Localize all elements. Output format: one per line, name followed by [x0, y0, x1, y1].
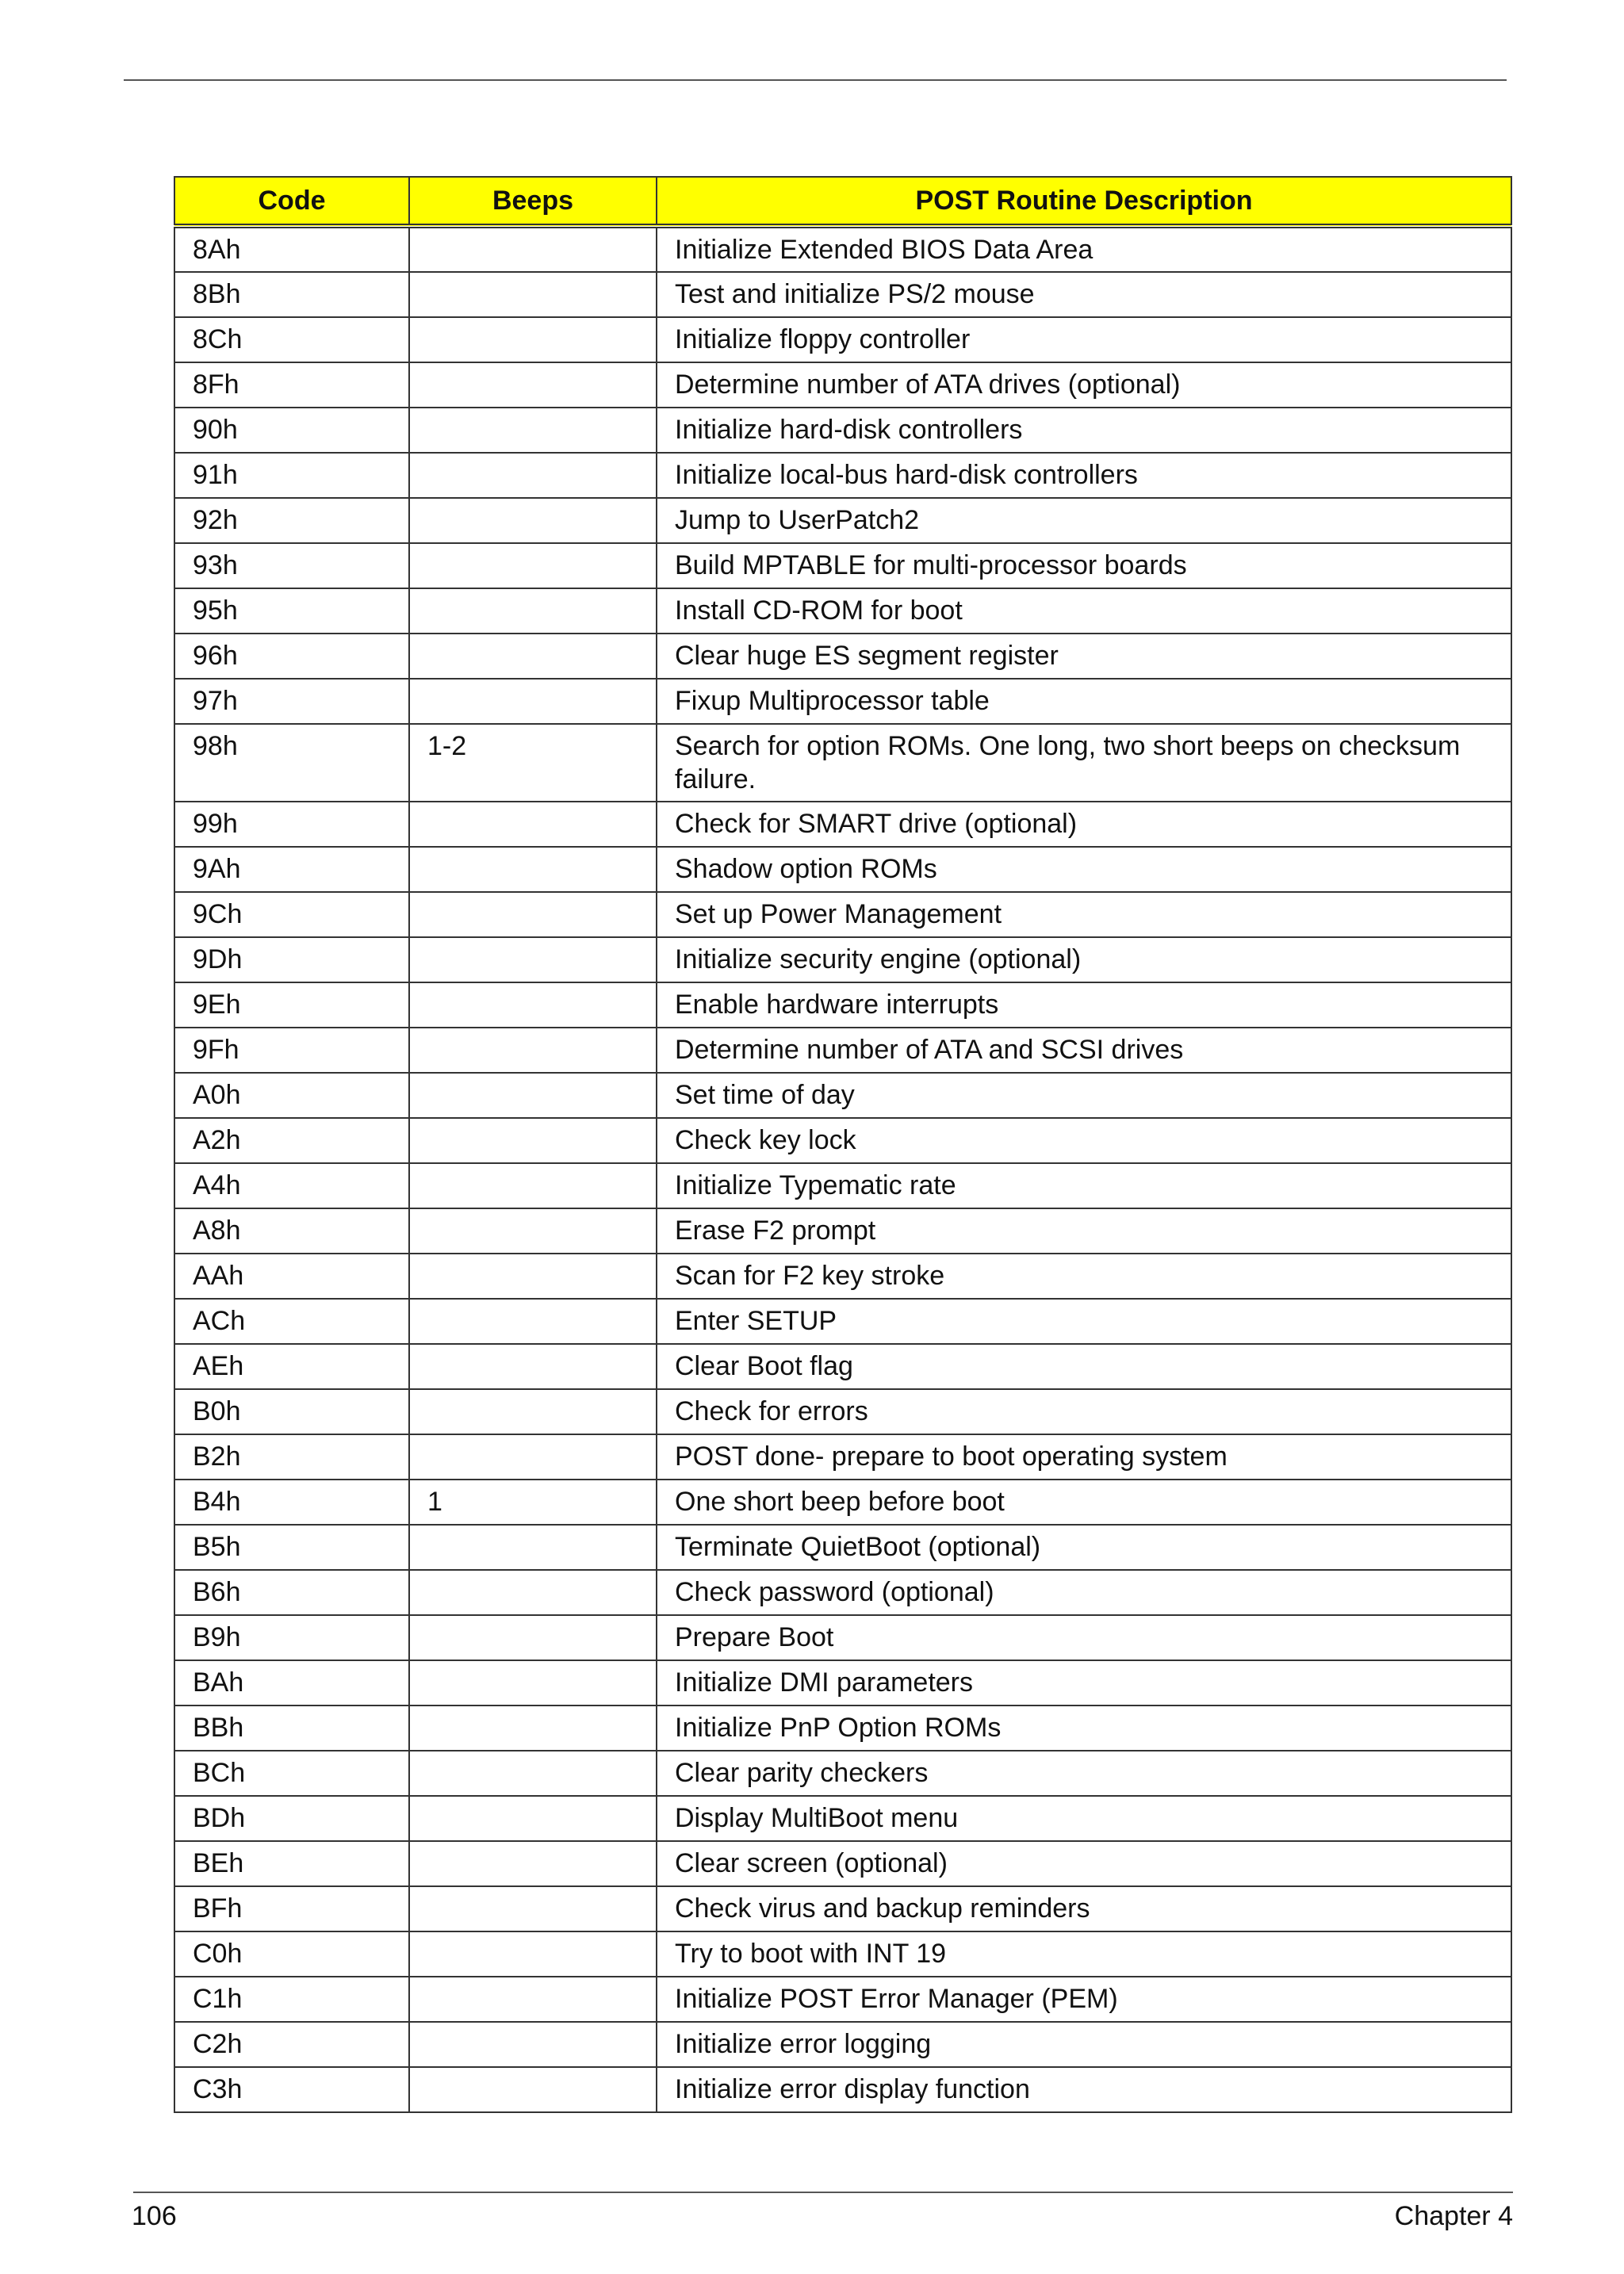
- description-cell: Prepare Boot: [657, 1615, 1511, 1660]
- beeps-cell: [409, 1254, 657, 1299]
- code-cell: ACh: [174, 1299, 409, 1344]
- description-cell: POST done- prepare to boot operating system: [657, 1434, 1511, 1480]
- beeps-cell: [409, 1751, 657, 1796]
- beeps-cell: [409, 1299, 657, 1344]
- code-cell: 91h: [174, 453, 409, 498]
- description-cell: Clear parity checkers: [657, 1751, 1511, 1796]
- description-cell: Check key lock: [657, 1118, 1511, 1163]
- code-cell: BFh: [174, 1886, 409, 1931]
- table-row: [174, 317, 1511, 362]
- code-cell: 90h: [174, 408, 409, 453]
- code-cell: B9h: [174, 1615, 409, 1660]
- beeps-cell: [409, 1344, 657, 1389]
- table-row: [174, 892, 1511, 937]
- beeps-cell: [409, 802, 657, 847]
- code-cell: A2h: [174, 1118, 409, 1163]
- description-cell: Try to boot with INT 19: [657, 1931, 1511, 1977]
- table-row: [174, 1208, 1511, 1254]
- code-cell: 9Fh: [174, 1028, 409, 1073]
- code-cell: A8h: [174, 1208, 409, 1254]
- code-cell: 9Ah: [174, 847, 409, 892]
- table-row: [174, 847, 1511, 892]
- table-row: [174, 543, 1511, 588]
- description-cell: Enter SETUP: [657, 1299, 1511, 1344]
- description-cell: Initialize Typematic rate: [657, 1163, 1511, 1208]
- beeps-cell: 1-2: [409, 724, 657, 802]
- beeps-cell: [409, 1028, 657, 1073]
- description-cell: Search for option ROMs. One long, two short beeps on checksum failure.: [657, 724, 1511, 802]
- description-cell: Set time of day: [657, 1073, 1511, 1118]
- table-row: [174, 1480, 1511, 1525]
- description-cell: Initialize security engine (optional): [657, 937, 1511, 982]
- table-row: [174, 1977, 1511, 2022]
- beeps-cell: [409, 1841, 657, 1886]
- page-number: 106: [132, 2201, 177, 2231]
- header-beeps: Beeps: [409, 177, 657, 226]
- code-cell: BAh: [174, 1660, 409, 1706]
- code-cell: BCh: [174, 1751, 409, 1796]
- table-row: [174, 1931, 1511, 1977]
- description-cell: Initialize floppy controller: [657, 317, 1511, 362]
- description-cell: Display MultiBoot menu: [657, 1796, 1511, 1841]
- code-cell: 9Dh: [174, 937, 409, 982]
- description-cell: Initialize DMI parameters: [657, 1660, 1511, 1706]
- code-cell: 97h: [174, 679, 409, 724]
- code-cell: 9Eh: [174, 982, 409, 1028]
- code-cell: 8Fh: [174, 362, 409, 408]
- beeps-cell: [409, 1389, 657, 1434]
- description-cell: Initialize local-bus hard-disk controllers: [657, 453, 1511, 498]
- table-row: [174, 2022, 1511, 2067]
- code-cell: A0h: [174, 1073, 409, 1118]
- table-row: [174, 498, 1511, 543]
- table-row: [174, 1118, 1511, 1163]
- table-row: [174, 226, 1511, 272]
- beeps-cell: [409, 634, 657, 679]
- description-cell: Clear huge ES segment register: [657, 634, 1511, 679]
- table-row: [174, 1254, 1511, 1299]
- code-cell: C1h: [174, 1977, 409, 2022]
- beeps-cell: [409, 892, 657, 937]
- table-row: [174, 1751, 1511, 1796]
- code-cell: B4h: [174, 1480, 409, 1525]
- beeps-cell: [409, 1118, 657, 1163]
- description-cell: Clear screen (optional): [657, 1841, 1511, 1886]
- description-cell: Determine number of ATA and SCSI drives: [657, 1028, 1511, 1073]
- code-cell: BEh: [174, 1841, 409, 1886]
- description-cell: Check for SMART drive (optional): [657, 802, 1511, 847]
- description-cell: One short beep before boot: [657, 1480, 1511, 1525]
- table-row: [174, 588, 1511, 634]
- table-row: [174, 1706, 1511, 1751]
- table-row: [174, 362, 1511, 408]
- table-row: [174, 408, 1511, 453]
- table-row: [174, 1163, 1511, 1208]
- table-row: [174, 724, 1511, 802]
- table-body: [174, 226, 1511, 2112]
- code-cell: A4h: [174, 1163, 409, 1208]
- description-cell: Jump to UserPatch2: [657, 498, 1511, 543]
- description-cell: Determine number of ATA drives (optional): [657, 362, 1511, 408]
- description-cell: Initialize error logging: [657, 2022, 1511, 2067]
- table-row: [174, 1344, 1511, 1389]
- beeps-cell: [409, 937, 657, 982]
- beeps-cell: [409, 1570, 657, 1615]
- table-row: [174, 1525, 1511, 1570]
- beeps-cell: [409, 317, 657, 362]
- description-cell: Build MPTABLE for multi-processor boards: [657, 543, 1511, 588]
- beeps-cell: [409, 2022, 657, 2067]
- code-cell: B0h: [174, 1389, 409, 1434]
- beeps-cell: [409, 2067, 657, 2112]
- code-cell: 8Ah: [174, 226, 409, 272]
- code-cell: C3h: [174, 2067, 409, 2112]
- code-cell: 9Ch: [174, 892, 409, 937]
- header-rule: [124, 79, 1507, 81]
- beeps-cell: [409, 543, 657, 588]
- code-cell: 99h: [174, 802, 409, 847]
- code-cell: B6h: [174, 1570, 409, 1615]
- code-cell: 98h: [174, 724, 409, 802]
- description-cell: Terminate QuietBoot (optional): [657, 1525, 1511, 1570]
- beeps-cell: [409, 847, 657, 892]
- description-cell: Initialize hard-disk controllers: [657, 408, 1511, 453]
- beeps-cell: [409, 362, 657, 408]
- code-cell: BBh: [174, 1706, 409, 1751]
- code-cell: BDh: [174, 1796, 409, 1841]
- table-row: [174, 1886, 1511, 1931]
- beeps-cell: [409, 982, 657, 1028]
- header-code: Code: [174, 177, 409, 226]
- description-cell: Install CD-ROM for boot: [657, 588, 1511, 634]
- description-cell: Initialize POST Error Manager (PEM): [657, 1977, 1511, 2022]
- description-cell: Test and initialize PS/2 mouse: [657, 272, 1511, 317]
- beeps-cell: [409, 1615, 657, 1660]
- beeps-cell: [409, 453, 657, 498]
- code-cell: 96h: [174, 634, 409, 679]
- code-cell: 93h: [174, 543, 409, 588]
- code-cell: B5h: [174, 1525, 409, 1570]
- code-cell: 8Ch: [174, 317, 409, 362]
- beeps-cell: [409, 408, 657, 453]
- beeps-cell: [409, 1706, 657, 1751]
- table-row: [174, 1434, 1511, 1480]
- code-cell: 92h: [174, 498, 409, 543]
- beeps-cell: [409, 1660, 657, 1706]
- description-cell: Fixup Multiprocessor table: [657, 679, 1511, 724]
- table-row: [174, 1299, 1511, 1344]
- description-cell: Shadow option ROMs: [657, 847, 1511, 892]
- table-row: [174, 679, 1511, 724]
- code-cell: B2h: [174, 1434, 409, 1480]
- table-row: [174, 1028, 1511, 1073]
- chapter-label: Chapter 4: [1394, 2201, 1513, 2231]
- table-row: [174, 1570, 1511, 1615]
- description-cell: Initialize error display function: [657, 2067, 1511, 2112]
- beeps-cell: [409, 1796, 657, 1841]
- table-row: [174, 937, 1511, 982]
- description-cell: Check password (optional): [657, 1570, 1511, 1615]
- code-cell: C2h: [174, 2022, 409, 2067]
- code-cell: AEh: [174, 1344, 409, 1389]
- code-cell: AAh: [174, 1254, 409, 1299]
- beeps-cell: [409, 1977, 657, 2022]
- beeps-cell: [409, 1163, 657, 1208]
- footer-rule: [133, 2192, 1513, 2193]
- description-cell: Enable hardware interrupts: [657, 982, 1511, 1028]
- table-row: [174, 453, 1511, 498]
- table-row: [174, 802, 1511, 847]
- code-cell: C0h: [174, 1931, 409, 1977]
- table-row: [174, 634, 1511, 679]
- table-row: [174, 1073, 1511, 1118]
- beeps-cell: [409, 1208, 657, 1254]
- beeps-cell: [409, 498, 657, 543]
- beeps-cell: [409, 1434, 657, 1480]
- description-cell: Check virus and backup reminders: [657, 1886, 1511, 1931]
- post-code-table: [174, 176, 1512, 2113]
- table-row: [174, 1660, 1511, 1706]
- beeps-cell: [409, 679, 657, 724]
- description-cell: Initialize Extended BIOS Data Area: [657, 226, 1511, 272]
- table-row: [174, 982, 1511, 1028]
- code-cell: 95h: [174, 588, 409, 634]
- table-row: [174, 1389, 1511, 1434]
- description-cell: Clear Boot flag: [657, 1344, 1511, 1389]
- description-cell: Check for errors: [657, 1389, 1511, 1434]
- description-cell: Scan for F2 key stroke: [657, 1254, 1511, 1299]
- table-row: [174, 272, 1511, 317]
- beeps-cell: [409, 588, 657, 634]
- description-cell: Initialize PnP Option ROMs: [657, 1706, 1511, 1751]
- beeps-cell: [409, 1931, 657, 1977]
- beeps-cell: [409, 226, 657, 272]
- table-row: [174, 1841, 1511, 1886]
- table-header-row: [174, 177, 1511, 226]
- table-row: [174, 1615, 1511, 1660]
- description-cell: Set up Power Management: [657, 892, 1511, 937]
- header-description: POST Routine Description: [657, 177, 1511, 226]
- beeps-cell: [409, 1886, 657, 1931]
- table-row: [174, 1796, 1511, 1841]
- table-row: [174, 2067, 1511, 2112]
- beeps-cell: 1: [409, 1480, 657, 1525]
- beeps-cell: [409, 1525, 657, 1570]
- description-cell: Erase F2 prompt: [657, 1208, 1511, 1254]
- code-cell: 8Bh: [174, 272, 409, 317]
- beeps-cell: [409, 272, 657, 317]
- beeps-cell: [409, 1073, 657, 1118]
